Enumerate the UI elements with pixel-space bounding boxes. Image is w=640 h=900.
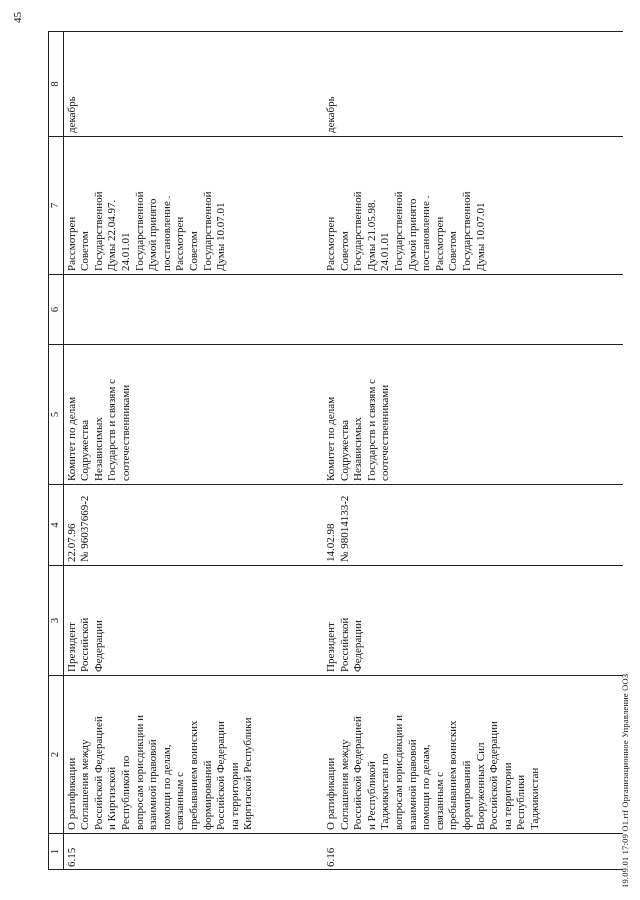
registration-number: 14.02.98 № 98014133-2 xyxy=(323,485,623,566)
table-row xyxy=(63,32,323,870)
consideration-status: Рассмотрен Советом Государственной Думы 21.05.98. 24.01.01 Государственной Думой принято постановление . Рассмотрен Советом Государственной Думы 10.07.01 xyxy=(323,137,623,275)
column-header: 5 xyxy=(49,345,64,485)
consideration-status: Рассмотрен Советом Государственной Думы 22.04.97. 24.01.01 Государственной Думой принято постановление . Рассмотрен Советом Государственной Думы 10.07.01 xyxy=(63,137,323,275)
row-number: 6.15 xyxy=(63,834,323,870)
bill-title: О ратификации Соглашения между Российской Федерацией и Республикой Таджикистан по вопросам юрисдикции и взаимной правовой помощи по делам, связанным с пребыванием воинских формирований Вооруженных Сил Российской Федерации на территории Республики Таджикистан xyxy=(323,676,623,834)
column-header: 2 xyxy=(49,676,64,834)
column-number-row xyxy=(49,32,64,870)
column-header: 4 xyxy=(49,485,64,566)
table-row xyxy=(323,32,623,870)
planned-month: декабрь xyxy=(63,32,323,137)
initiator: Президент Российской Федерации xyxy=(323,566,623,676)
initiator: Президент Российской Федерации xyxy=(63,566,323,676)
column-header: 1 xyxy=(49,834,64,870)
column-header: 7 xyxy=(49,137,64,275)
responsible-committee: Комитет по делам Содружества Независимых Государств и связям с соотечественниками xyxy=(63,345,323,485)
column-header: 6 xyxy=(49,275,64,345)
planned-month: декабрь xyxy=(323,32,623,137)
column-6-cell xyxy=(63,275,323,345)
responsible-committee: Комитет по делам Содружества Независимых Государств и связям с соотечественниками xyxy=(323,345,623,485)
page-number: 45 xyxy=(12,12,24,23)
footer-filename: 19.09.01 17:09 О1.rtf Организационное Управление ООЗ xyxy=(620,673,630,888)
column-header: 8 xyxy=(49,32,64,137)
column-header: 3 xyxy=(49,566,64,676)
column-6-cell xyxy=(323,275,623,345)
legislation-table xyxy=(48,31,623,870)
bill-title: О ратификации Соглашения между Российской Федерацией и Киргизской Республикой по вопросам юрисдикции и взаимной правовой помощи по делам, связанным с пребыванием воинских формирований Российской Федерации на территории Киргизской Республики xyxy=(63,676,323,834)
registration-number: 22.07.96 № 96037669-2 xyxy=(63,485,323,566)
row-number: 6.16 xyxy=(323,834,623,870)
